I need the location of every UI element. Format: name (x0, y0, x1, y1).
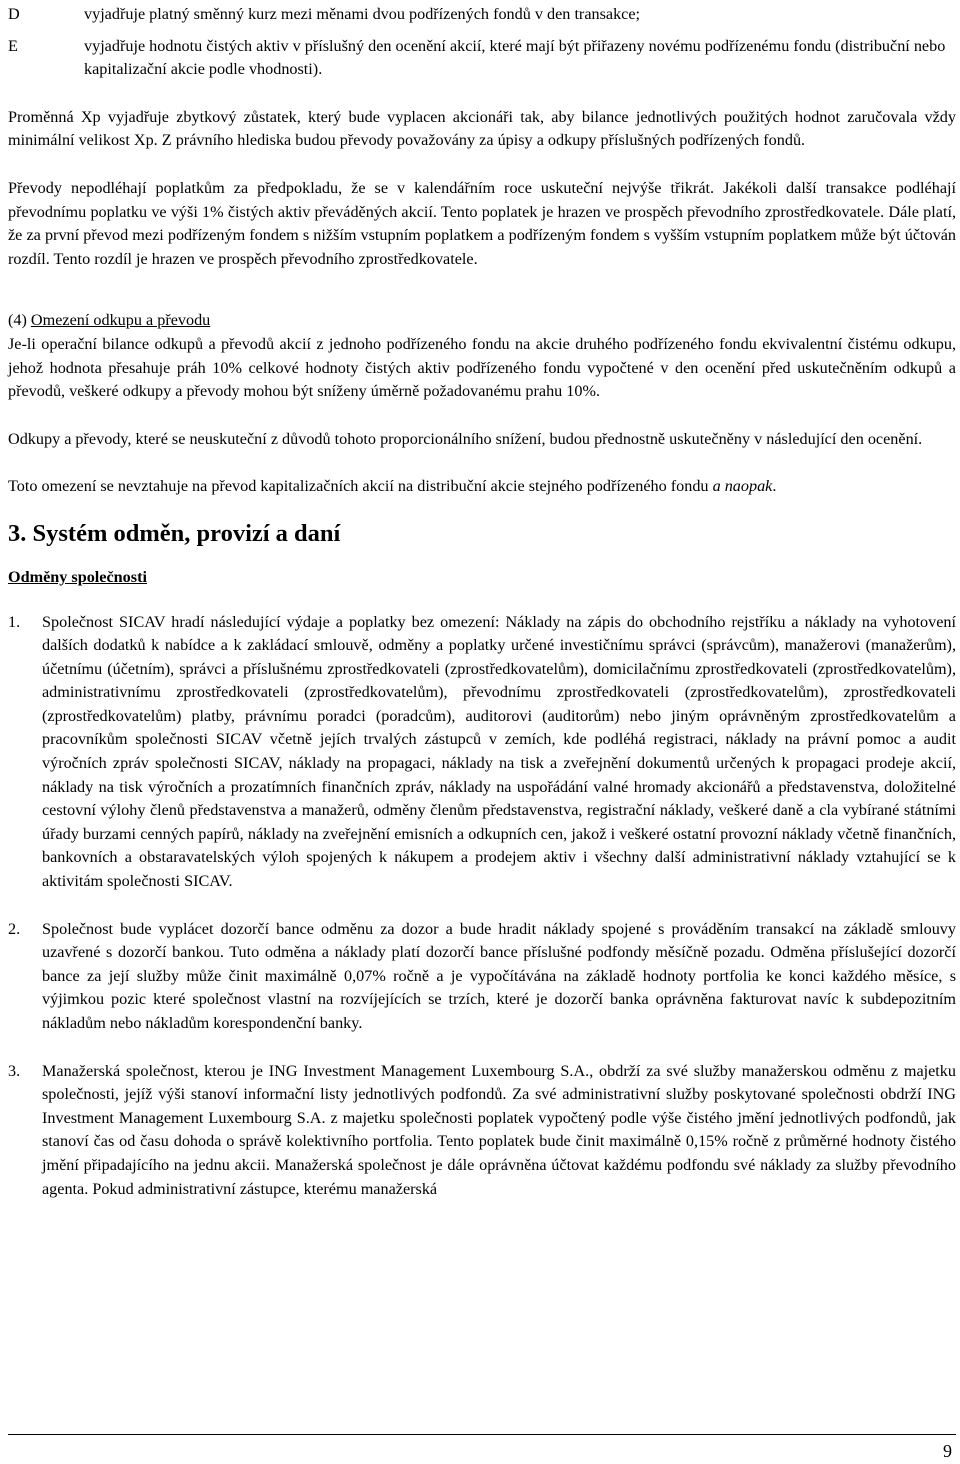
list-item (8, 611, 956, 894)
numbered-list (8, 611, 956, 1202)
list-item (8, 918, 956, 1036)
list-item-text: Společnost bude vyplácet dozorčí bance odměnu za dozor a bude hradit náklady spojené s prováděním transakcí na základě smlouvy uzavřené s dozorčí bankou. Tuto odměna a náklady platí dozorčí bance příslušné podfondy měsíčně pozadu. Odměna příslušející dozorčí bance za její služby může činit maximálně 0,07% ročně a je vypočítávána na základě hodnoty portfolia ke konci každého měsíce, s výjimkou pozic které společnost vlastní na rozvíjejících se trzích, které je dozorčí banka oprávněna fakturovat navíc k subdepozitním nákladům nebo nákladům korespondenční banky. (42, 919, 956, 1032)
definition-d (8, 3, 956, 27)
footer-rule (8, 1434, 956, 1435)
definition-text: vyjadřuje hodnotu čistých aktiv v příslušný den ocenění akcií, které mají být přiřazeny novému podřízenému fondu (distribuční nebo kapitalizační akcie podle vhodnosti). (84, 36, 946, 79)
paragraph-xp: Proměnná Xp vyjadřuje zbytkový zůstatek, který bude vyplacen akcionáři tak, aby bilance jednotlivých použitých hodnot zaručovala vždy minimální velikost Xp. Z právního hlediska budou převody považovány za úpisy a odkupy příslušných podřízených fondů. (8, 107, 956, 150)
page-number: 9 (943, 1441, 952, 1461)
section-4-paragraph-3 (8, 475, 956, 499)
definition-key: E (8, 36, 18, 55)
section-number: (4) (8, 311, 27, 330)
section-4-heading (8, 309, 956, 333)
subheading: Odměny společnosti (8, 567, 147, 586)
definition-text: vyjadřuje platný směnný kurz mezi měnami dvou podřízených fondů v den transakce; (84, 5, 641, 23)
paragraph-text: Toto omezení se nevztahuje na převod kapitalizačních akcií na distribuční akcie stejného podřízeného fondu (8, 477, 713, 496)
list-item-number: 3. (8, 1061, 21, 1080)
list-item-number: 1. (8, 612, 21, 631)
list-item (8, 1060, 956, 1202)
chapter-title: 3. Systém odměn, provizí a daní (8, 519, 341, 547)
section-4-paragraph-1: Je-li operační bilance odkupů a převodů akcií z jednoho podřízeného fondu na akcie druhého podřízeného fondu ekvivalentní čistému odkupu, jehož hodnota přesahuje práh 10% celkové hodnoty čistých aktiv podřízeného fondu vypočtené v den ocenění před uskutečněním odkupů a převodů, veškeré odkupy a převody mohou být sníženy úměrně požadovanému prahu 10%. (8, 334, 956, 401)
document-page (8, 0, 956, 1201)
section-4-paragraph-2: Odkupy a převody, které se neuskuteční z důvodů tohoto proporcionálního snížení, budou přednostně uskutečněny v následující den ocenění. (8, 429, 923, 448)
list-item-text: Manažerská společnost, kterou je ING Investment Management Luxembourg S.A., obdrží za své služby manažerskou odměnu z majetku společnosti, jejíž výši stanoví informační listy jednotlivých podfondů. Za své administrativní služby poskytované společnosti obdrží ING Investment Management Luxembourg S.A. z majetku společnosti poplatek vypočtený podle výše čistého jmění jednotlivých podfondů, jak stanoví čas od času dohoda o správě kolektivního portfolia. Tento poplatek bude činit maximálně 0,15% ročně z průměrné hodnoty čistého jmění připadajícího na jednu akcii. Manažerská společnost je dále oprávněna účtovat každému podfondu své náklady za služby převodního agenta. Pokud administrativní zástupce, kterému manažerská (42, 1061, 956, 1198)
list-item-text: Společnost SICAV hradí následující výdaje a poplatky bez omezení: Náklady na zápis do obchodního rejstříku a náklady na vyhotovení dalších dodatků k nabídce a k zakládací smlouvě, odměny a poplatky určené investičnímu správci (správcům), manažerovi (manažerům), účetnímu (účetním), správci a příslušnému zprostředkovateli (zprostředkovatelům), domicilačnímu zprostředkovateli (zprostředkovatelům), administrativnímu zprostředkovateli (zprostředkovatelům), převodnímu zprostředkovateli (zprostředkovatelům), zprostředkovateli (zprostředkovatelům) platby, právnímu poradci (poradcům), auditorovi (auditorům) nebo jiným oprávněným zprostředkovatelům a pracovníkům společnosti SICAV včetně jejích trvalých zástupců v zemích, kde podléhá registraci, náklady na právní pomoc a audit výročních zpráv společnosti SICAV, náklady na propagaci, náklady na tisk a zveřejnění dokumentů určených k propagaci prodeje akcií, náklady na tisk výročních a prozatímních finančních zpráv, náklady na uspořádání valné hromady akcionářů a představenstva, doložitelné cestovní výlohy členů představenstva a manažerů, odměny členům představenstva, registrační náklady, veškeré daně a cla vybírané státními úřady burzami cenných papírů, náklady na zveřejnění emisních a odkupních cen, jakož i veškeré ostatní provozní náklady včetně finančních, bankovních a obstaravatelských výloh spojených k nákupem a prodejem aktiv i všechny další administrativní náklady vztahující se k aktivitám společnosti SICAV. (42, 612, 956, 891)
definition-key: D (8, 5, 20, 23)
paragraph-italic: a naopak (712, 477, 773, 496)
paragraph-end: . (772, 477, 777, 496)
paragraph-fees: Převody nepodléhají poplatkům za předpokladu, že se v kalendářním roce uskuteční nejvýše třikrát. Jakékoli další transakce podléhají převodnímu poplatku ve výši 1% čistých aktiv převáděných akcií. Tento poplatek je hrazen ve prospěch převodního zprostředkovatele. Dále platí, že za první převod mezi podřízeným fondem s nižším vstupním poplatkem a podřízeným fondem s vyšším vstupním poplatkem může být účtován rozdíl. Tento rozdíl je hrazen ve prospěch převodního zprostředkovatele. (8, 178, 956, 268)
section-title: Omezení odkupu a převodu (30, 311, 211, 330)
list-item-number: 2. (8, 919, 21, 938)
definition-e (8, 35, 956, 82)
